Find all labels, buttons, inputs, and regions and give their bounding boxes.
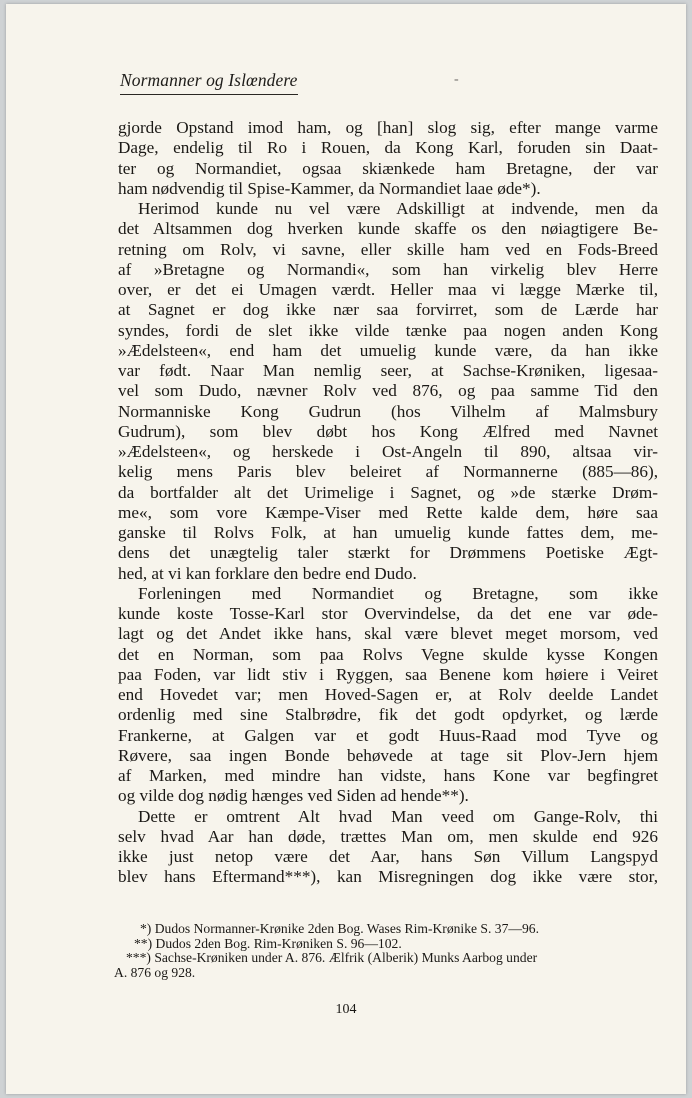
running-head: Normanner og Islœndere xyxy=(120,70,298,95)
text-line: af »Bretagne og Normandi«, som han virkelig blev Herre xyxy=(118,259,658,279)
text-line: da bortfalder alt det Urimelige i Sagnet, og »de stærke Drøm- xyxy=(118,482,658,502)
text-line: gjorde Opstand imod ham, og [han] slog sig, efter mange varme xyxy=(118,118,658,137)
text-line: syndes, fordi de slet ikke vilde tænke paa nogen anden Kong xyxy=(118,320,658,340)
text-line: at Sagnet er dog ikke nær saa forvirret, som de Lærde har xyxy=(118,300,658,320)
text-line: paa Foden, var lidt stiv i Ryggen, saa Benene kom høiere i Veiret xyxy=(118,664,658,684)
footnote: A. 876 og 928. xyxy=(114,964,196,980)
text-line: Røvere, saa ingen Bonde behøvede at tage sit Plov-Jern hjem xyxy=(118,745,658,765)
text-line: hed, at vi kan forklare den bedre end Dudo. xyxy=(118,563,417,583)
text-line: ganske til Rolvs Folk, at han umuelig kunde fattes dem, me- xyxy=(118,523,658,542)
text-line: retning om Rolv, vi savne, eller skille ham ved en Fods-Breed xyxy=(118,239,658,259)
text-line: ikke just netop være det Aar, hans Søn Villum Langspyd xyxy=(118,847,658,866)
text-line: vel som Dudo, nævner Rolv ved 876, og paa samme Tid den xyxy=(118,381,658,401)
text-line: var født. Naar Man nemlig seer, at Sachse-Krøniken, ligesaa- xyxy=(118,361,658,380)
footnote: **) Dudos 2den Bog. Rim-Krøniken S. 96—102. xyxy=(134,935,402,951)
text-line: over, er det ei Umagen værdt. Heller maa vi lægge Mærke til, xyxy=(118,280,658,299)
footnote: ***) Sachse-Krøniken under A. 876. Ælfrik (Alberik) Munks Aarbog under xyxy=(126,950,538,965)
text-line: af Marken, med mindre han vidste, hans Kone var begfingret xyxy=(118,766,658,785)
body-text xyxy=(118,118,658,888)
text-line: Gudrum), som blev døbt hos Kong Ælfred med Navnet xyxy=(118,421,658,441)
text-line: Normanniske Kong Gudrun (hos Vilhelm af Malmsbury xyxy=(118,401,658,421)
footnotes xyxy=(114,922,658,980)
text-line: Frankerne, at Galgen var et godt Huus-Raad mod Tyve og xyxy=(118,725,658,745)
page-number: 104 xyxy=(335,1002,357,1017)
footnote: *) Dudos Normanner-Krønike 2den Bog. Wases Rim-Krønike S. 37—96. xyxy=(140,921,539,936)
text-line: me«, som vore Kæmpe-Viser med Rette kalde dem, høre saa xyxy=(118,502,658,522)
text-line: dens det unægtelig taler stærkt for Drømmens Poetiske Ægt- xyxy=(118,543,658,563)
text-line: Forleningen med Normandiet og Bretagne, som ikke xyxy=(138,583,658,603)
text-line: Herimod kunde nu vel være Adskilligt at indvende, men da xyxy=(138,199,658,218)
text-line: »Ædelsteen«, og herskede i Ost-Angeln til 890, altsaa vir- xyxy=(118,442,658,461)
running-head-mark: - xyxy=(454,72,459,87)
text-line: end Hovedet var; men Hoved-Sagen er, at Rolv deelde Landet xyxy=(118,685,658,704)
text-line: og vilde dog nødig hænges ved Siden ad hende**). xyxy=(118,786,469,806)
text-line: det Altsammen dog hverken kunde skaffe os den nøiagtigere Be- xyxy=(118,219,658,239)
text-line: Dette er omtrent Alt hvad Man veed om Gange-Rolv, thi xyxy=(138,806,658,826)
book-page xyxy=(6,4,686,1094)
text-line: ter og Normandiet, ogsaa skiænkede ham Bretagne, der var xyxy=(118,158,658,178)
text-line: det en Norman, som paa Rolvs Vegne skulde kysse Kongen xyxy=(118,644,658,664)
text-line: blev hans Eftermand***), kan Misregningen dog ikke være stor, xyxy=(118,867,658,887)
text-line: ordenlig med sine Stalbrødre, fik det godt opdyrket, og lærde xyxy=(118,705,658,725)
text-line: ham nødvendig til Spise-Kammer, da Normandiet laae øde*). xyxy=(118,178,541,198)
text-line: lagt og det Andet ikke hans, skal være blevet meget morsom, ved xyxy=(118,624,658,644)
text-line: Dage, endelig til Ro i Rouen, da Kong Karl, foruden sin Daat- xyxy=(118,138,658,158)
text-line: »Ædelsteen«, end ham det umuelig kunde være, da han ikke xyxy=(118,340,658,360)
text-line: kelig mens Paris blev beleiret af Normannerne (885—86), xyxy=(118,462,658,482)
text-line: selv hvad Aar han døde, trættes Man om, men skulde end 926 xyxy=(118,826,658,846)
text-line: kunde koste Tosse-Karl stor Overvindelse, da det ene var øde- xyxy=(118,604,658,623)
